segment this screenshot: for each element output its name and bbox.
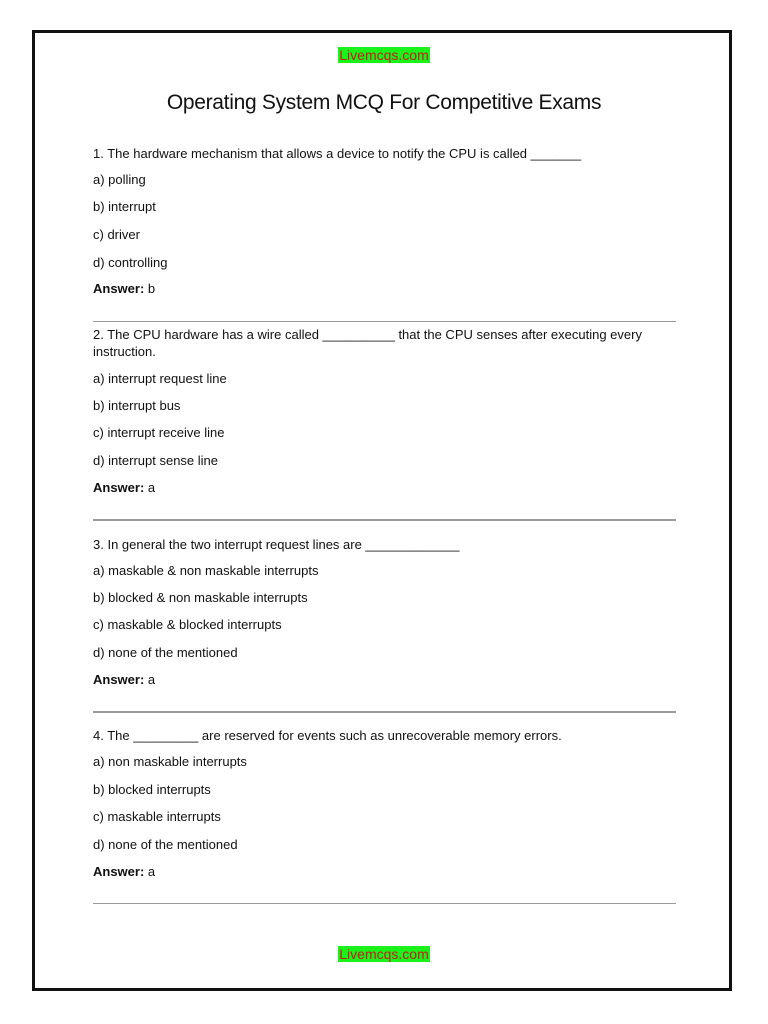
answer-line [93,280,155,297]
option-a: a) non maskable interrupts [93,754,247,769]
answer-value: a [144,672,156,687]
answer-label: Answer: [93,672,145,687]
option-b: b) blocked interrupts [93,782,211,797]
option-b: b) interrupt [93,199,156,214]
option-a: a) polling [93,172,146,187]
option-d: d) interrupt sense line [93,453,219,468]
question-2 [93,326,676,495]
answer-line [93,479,155,496]
answer-value: a [144,864,156,879]
question-4 [93,727,676,879]
site-tag-bottom-text: Livemcqs.com [339,946,429,962]
question-3 [93,536,676,687]
option-c: c) interrupt receive line [93,425,225,440]
question-stem: 1. The hardware mechanism that allows a device to notify the CPU is called _______ [93,146,582,161]
divider [93,519,676,521]
answer-line [93,863,155,880]
divider [93,321,676,322]
option-c: c) maskable & blocked interrupts [93,617,282,632]
answer-label: Answer: [93,281,145,296]
option-c: c) maskable interrupts [93,809,221,824]
divider [93,903,676,904]
option-a: a) interrupt request line [93,371,227,386]
answer-label: Answer: [93,480,145,495]
option-d: d) none of the mentioned [93,645,238,660]
question-stem: 3. In general the two interrupt request lines are _____________ [93,537,460,552]
option-a: a) maskable & non maskable interrupts [93,563,319,578]
option-d: d) none of the mentioned [93,837,238,852]
page-title: Operating System MCQ For Competitive Exams [166,91,602,114]
answer-value: a [144,480,156,495]
site-tag-top [0,47,768,64]
site-tag-top-text: Livemcqs.com [339,47,429,63]
option-d: d) controlling [93,255,168,270]
divider [93,711,676,713]
site-tag-bottom [0,946,768,963]
question-stem: 4. The _________ are reserved for events such as unrecoverable memory errors. [93,728,562,743]
answer-label: Answer: [93,864,145,879]
option-c: c) driver [93,227,140,242]
question-1 [93,145,676,296]
answer-value: b [144,281,156,296]
question-stem: 2. The CPU hardware has a wire called __________ that the CPU senses after executing every instruction. [93,327,642,359]
option-b: b) interrupt bus [93,398,181,413]
answer-line [93,671,155,688]
option-b: b) blocked & non maskable interrupts [93,590,308,605]
